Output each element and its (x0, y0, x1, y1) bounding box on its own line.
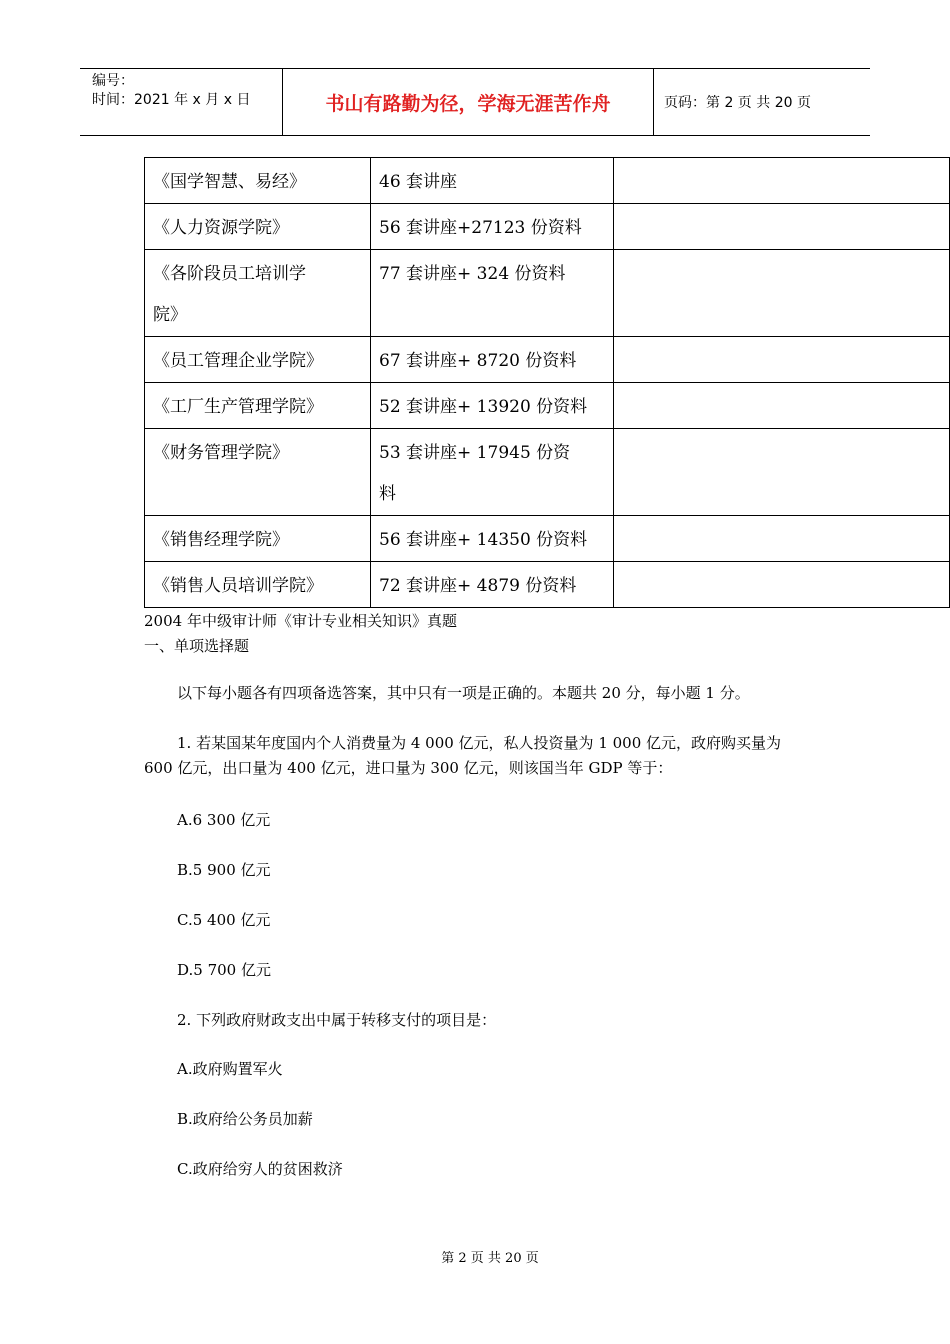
table-row (145, 562, 950, 608)
question-2: 2. 下列政府财政支出中属于转移支付的项目是： (177, 1011, 497, 1029)
question-1-option-c: C.5 400 亿元 (177, 911, 271, 929)
table-cell-content: 67 套讲座+ 8720 份资料 (371, 337, 614, 383)
page-footer: 第 2 页 共 20 页 (441, 1251, 539, 1266)
table-cell-extra (614, 337, 950, 383)
table-cell-extra (614, 204, 950, 250)
table-cell-content: 72 套讲座+ 4879 份资料 (371, 562, 614, 608)
table-cell-name: 《财务管理学院》 (145, 429, 371, 516)
table-row (145, 383, 950, 429)
question-2-option-a: A.政府购置军火 (177, 1060, 283, 1078)
question-1-option-a: A.6 300 亿元 (177, 811, 271, 829)
table-row (145, 516, 950, 562)
table-cell-content: 52 套讲座+ 13920 份资料 (371, 383, 614, 429)
table-cell-name-line: 院》 (153, 305, 187, 325)
page-header (80, 68, 870, 136)
exam-title: 2004 年中级审计师《审计专业相关知识》真题 (144, 612, 457, 630)
table-row (145, 250, 950, 337)
instructions-paragraph: 以下每小题各有四项备选答案，其中只有一项是正确的。本题共 20 分，每小题 1 分。 (177, 684, 750, 702)
table-cell-content: 56 套讲座+27123 份资料 (371, 204, 614, 250)
catalog-table (144, 157, 950, 608)
table-cell-name: 《工厂生产管理学院》 (145, 383, 371, 429)
table-cell-content (371, 429, 614, 516)
table-cell-content-line: 53 套讲座+ 17945 份资 (379, 443, 571, 463)
table-cell-extra (614, 516, 950, 562)
table-row (145, 204, 950, 250)
table-cell-name: 《销售经理学院》 (145, 516, 371, 562)
table-cell-content: 46 套讲座 (371, 158, 614, 204)
question-1: 1. 若某国某年度国内个人消费量为 4 000 亿元，私人投资量为 1 000 亿元，政府购买量为 600 亿元，出口量为 400 亿元，进口量为 300 亿元，则该国当年 GDP 等于： (144, 734, 782, 777)
table-cell-extra (614, 383, 950, 429)
table-row (145, 429, 950, 516)
table-cell-extra (614, 158, 950, 204)
question-2-option-b: B.政府给公务员加薪 (177, 1110, 313, 1128)
table-cell-extra (614, 429, 950, 516)
table-cell-extra (614, 562, 950, 608)
table-cell-name: 《人力资源学院》 (145, 204, 371, 250)
table-cell-name: 《销售人员培训学院》 (145, 562, 371, 608)
table-cell-content: 56 套讲座+ 14350 份资料 (371, 516, 614, 562)
table-row (145, 337, 950, 383)
question-1-option-b: B.5 900 亿元 (177, 861, 271, 879)
number-label: 编号： (92, 73, 134, 89)
question-1-option-d: D.5 700 亿元 (177, 961, 271, 979)
table-cell-name: 《国学智慧、易经》 (145, 158, 371, 204)
header-page-number: 页码：第 2 页 共 20 页 (664, 95, 811, 111)
question-2-option-c: C.政府给穷人的贫困救济 (177, 1160, 343, 1178)
header-motto: 书山有路勤为径，学海无涯苦作舟 (282, 69, 654, 135)
time-label: 时间：2021 年 x 月 x 日 (92, 92, 251, 108)
table-cell-extra (614, 250, 950, 337)
table-cell-name: 《员工管理企业学院》 (145, 337, 371, 383)
header-meta (80, 69, 282, 135)
section-heading: 一、单项选择题 (144, 637, 250, 655)
table-cell-name-line: 《各阶段员工培训学 (153, 264, 306, 284)
table-row (145, 158, 950, 204)
table-cell-name (145, 250, 371, 337)
table-cell-content: 77 套讲座+ 324 份资料 (371, 250, 614, 337)
table-cell-content-line: 料 (379, 484, 396, 504)
